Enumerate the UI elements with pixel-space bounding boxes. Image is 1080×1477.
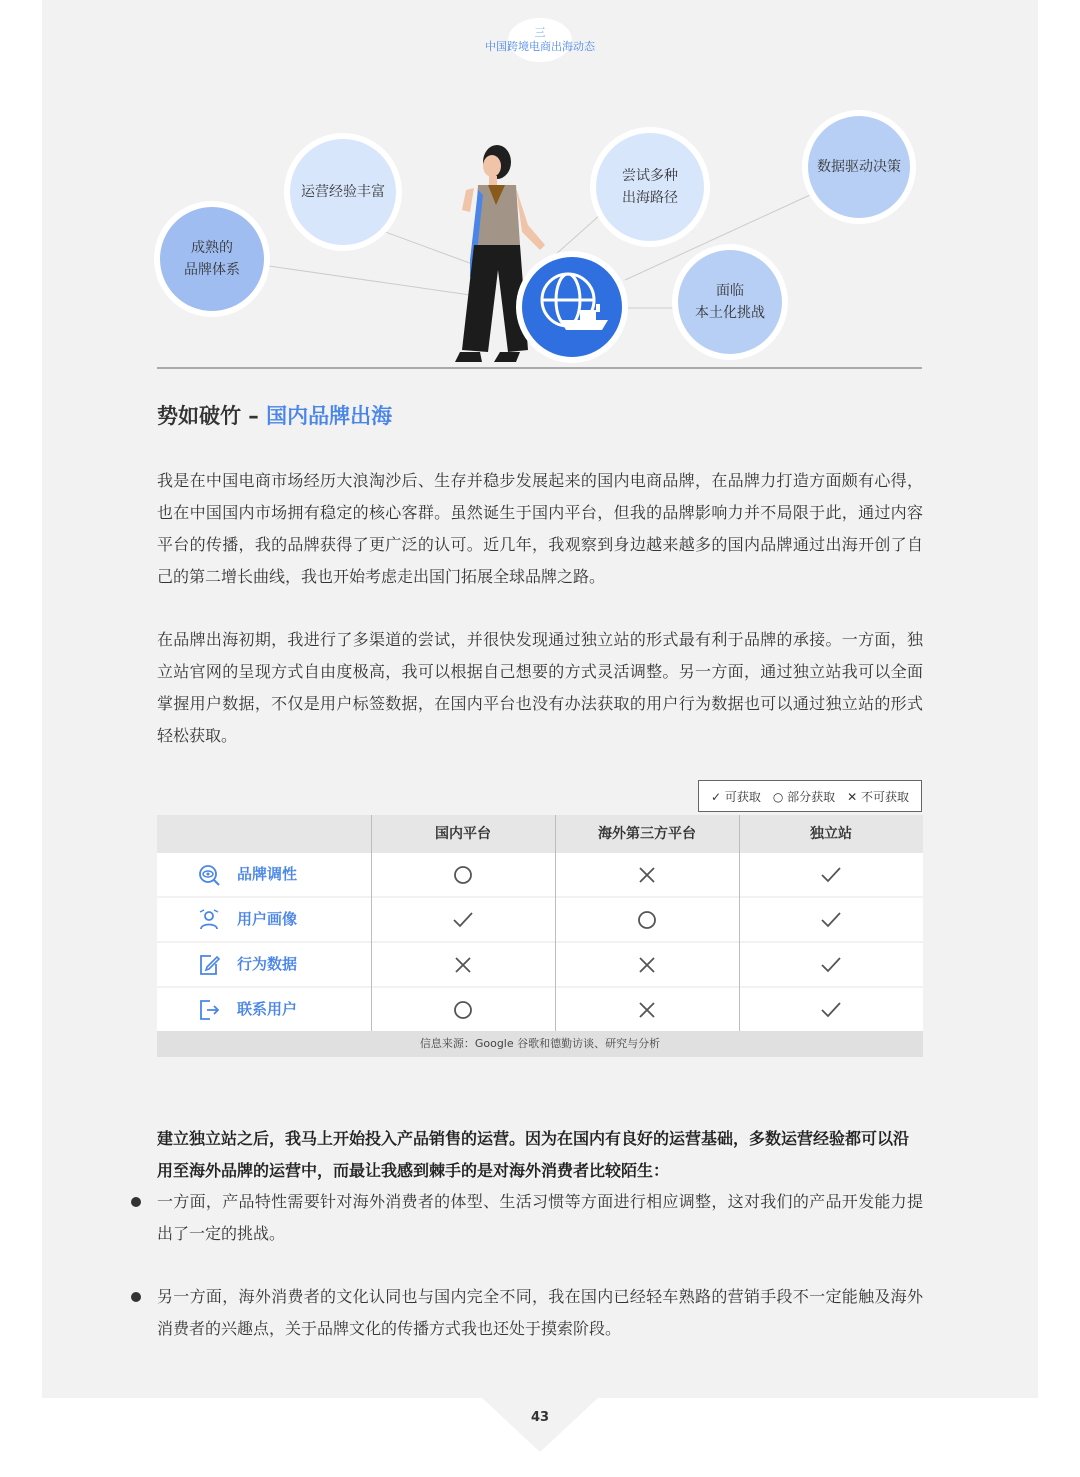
cell-available bbox=[739, 943, 923, 986]
bullet-item: 一方面，产品特性需要针对海外消费者的体型、生活习惯等方面进行相应调整，这对我们的产品开发能力提出了一定的挑战。 bbox=[157, 1192, 923, 1243]
illustration bbox=[0, 0, 1080, 380]
cell-unavailable bbox=[555, 853, 739, 896]
cell-available bbox=[371, 898, 555, 941]
table-row bbox=[157, 898, 923, 941]
cell-unavailable bbox=[555, 943, 739, 986]
section-title-accent: 国内品牌出海 bbox=[266, 404, 393, 428]
cross-icon bbox=[637, 1000, 657, 1020]
cell-available bbox=[739, 898, 923, 941]
check-icon bbox=[820, 910, 842, 930]
table-row bbox=[157, 853, 923, 896]
exit-icon bbox=[197, 998, 221, 1022]
column-divider bbox=[555, 815, 556, 1031]
legend-available: ✓ 可获取 bbox=[710, 789, 761, 804]
cross-icon bbox=[637, 865, 657, 885]
cell-partial bbox=[371, 853, 555, 896]
globe-ship-icon bbox=[516, 251, 628, 363]
edit-icon bbox=[197, 953, 221, 977]
bubble-localization-challenge: 面临 本土化挑战 bbox=[678, 250, 782, 354]
bubble-data-driven-decisions: 数据驱动决策 bbox=[808, 116, 910, 218]
row-label-brand-tone: 品牌调性 bbox=[237, 865, 298, 883]
row-label-user-profile: 用户画像 bbox=[237, 910, 298, 928]
table-header bbox=[157, 815, 923, 853]
circle-icon bbox=[453, 1000, 473, 1020]
table-legend bbox=[698, 780, 922, 812]
bullet-dot bbox=[131, 1197, 141, 1207]
legend-unavailable: ✕ 不可获取 bbox=[847, 789, 909, 804]
check-icon bbox=[820, 865, 842, 885]
column-overseas-third-party: 海外第三方平台 bbox=[598, 826, 696, 842]
cell-partial bbox=[555, 898, 739, 941]
cross-icon bbox=[637, 955, 657, 975]
bullet-dot bbox=[131, 1292, 141, 1302]
row-label-behavior-data: 行为数据 bbox=[237, 955, 298, 973]
circle-icon bbox=[453, 865, 473, 885]
chapter-number: 三 bbox=[534, 26, 546, 39]
column-domestic-platform: 国内平台 bbox=[435, 826, 491, 842]
divider bbox=[157, 367, 922, 369]
circle-icon bbox=[637, 910, 657, 930]
footer-notch bbox=[482, 1398, 598, 1452]
cell-available bbox=[739, 853, 923, 896]
eye-search-icon bbox=[197, 863, 221, 887]
legend-partial: ○ 部分获取 bbox=[772, 789, 836, 804]
column-divider bbox=[739, 815, 740, 1031]
chapter-title: 中国跨境电商出海动态 bbox=[485, 40, 595, 53]
paragraph-channels: 在品牌出海初期，我进行了多渠道的尝试，并很快发现通过独立站的形式最有利于品牌的承接。一方面，独立站官网的呈现方式自由度极高，我可以根据自己想要的方式灵活调整。另一方面，通过独立站我可以全面掌握用户数据，不仅是用户标签数据，在国内平台也没有办法获取的用户行为数据也可以通过独立站的形式轻松获取。 bbox=[157, 630, 923, 745]
check-icon bbox=[820, 1000, 842, 1020]
check-icon bbox=[820, 955, 842, 975]
cell-available bbox=[739, 988, 923, 1031]
cross-icon bbox=[453, 955, 473, 975]
column-divider bbox=[371, 815, 372, 1031]
section-title: 势如破竹 – 国内品牌出海 bbox=[157, 404, 393, 428]
user-profile-icon bbox=[197, 908, 221, 932]
paragraph-intro: 我是在中国电商市场经历大浪淘沙后、生存并稳步发展起来的国内电商品牌，在品牌力打造方面颇有心得，也在中国国内市场拥有稳定的核心客群。虽然诞生于国内平台，但我的品牌影响力并不局限于此，通过内容平台的传播，我的品牌获得了更广泛的认可。近几年，我观察到身边越来越多的国内品牌通过出海开创了自己的第二增长曲线，我也开始考虑走出国门拓展全球品牌之路。 bbox=[157, 471, 923, 586]
cell-unavailable bbox=[555, 988, 739, 1031]
bullet-item: 另一方面，海外消费者的文化认同也与国内完全不同，我在国内已经轻车熟路的营销手段不一定能触及海外消费者的兴趣点，关于品牌文化的传播方式我也还处于摸索阶段。 bbox=[157, 1287, 923, 1338]
cell-unavailable bbox=[371, 943, 555, 986]
bubble-mature-brand-system: 成熟的 品牌体系 bbox=[160, 207, 264, 311]
conclusion-bold: 建立独立站之后，我马上开始投入产品销售的运营。因为在国内有良好的运营基础，多数运营经验都可以沿用至海外品牌的运营中，而最让我感到棘手的是对海外消费者比较陌生： bbox=[157, 1129, 910, 1180]
row-label-contact-user: 联系用户 bbox=[237, 1000, 298, 1018]
table-row bbox=[157, 943, 923, 986]
table-source: 信息来源：Google 谷歌和德勤访谈、研究与分析 bbox=[157, 1031, 923, 1057]
cell-partial bbox=[371, 988, 555, 1031]
page-number: 43 bbox=[530, 1410, 550, 1425]
table-row bbox=[157, 988, 923, 1031]
bubble-rich-operation-experience: 运营经验丰富 bbox=[290, 139, 396, 245]
bubble-multiple-overseas-paths: 尝试多种 出海路径 bbox=[596, 133, 704, 241]
check-icon bbox=[452, 910, 474, 930]
column-independent-site: 独立站 bbox=[810, 826, 852, 842]
